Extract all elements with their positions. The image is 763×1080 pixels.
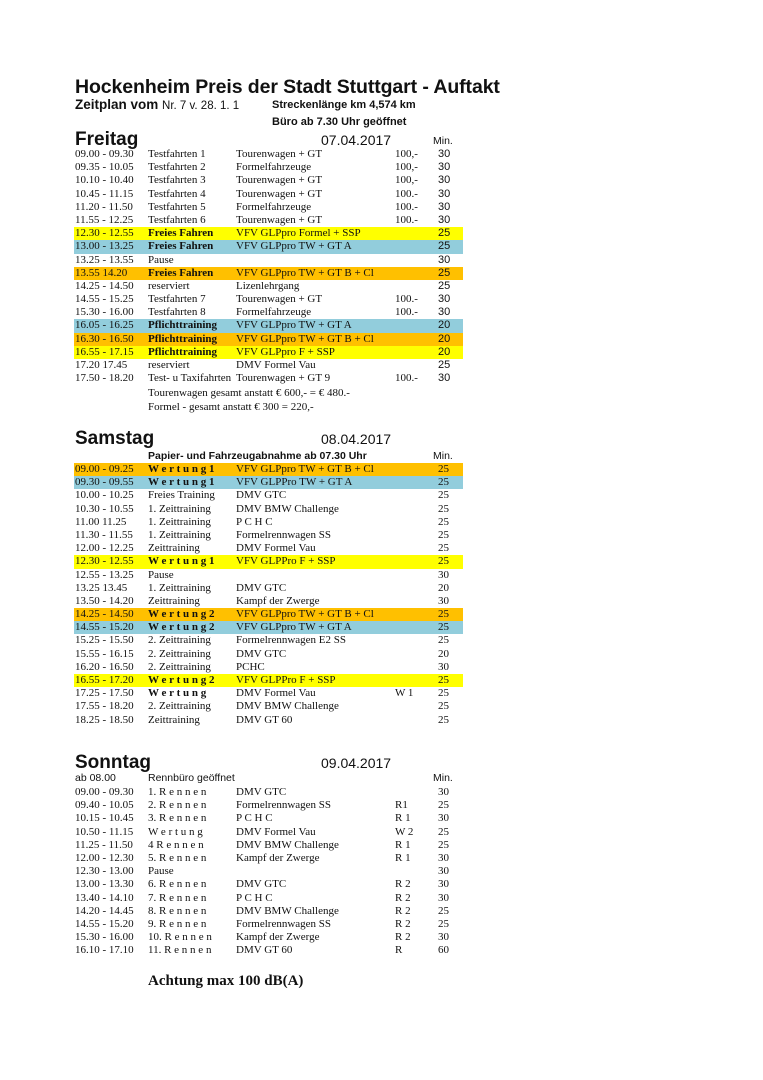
minutes-cell: 25	[438, 502, 449, 515]
class-cell: Tourenwagen + GT	[236, 174, 323, 187]
time-cell: 17.20 17.45	[75, 359, 128, 371]
table-row	[74, 254, 463, 267]
day-date-freitag: 07.04.2017	[321, 132, 392, 148]
time-cell: 16.10 - 17.10	[75, 944, 134, 957]
event-cell: 3. R e n n e n	[148, 812, 207, 825]
class-cell: DMV Formel Vau	[236, 687, 316, 700]
table-row	[74, 892, 463, 905]
price-cell: 100.-	[395, 372, 418, 385]
time-cell: 10.50 - 11.15	[75, 825, 134, 838]
event-cell: reserviert	[148, 279, 190, 292]
zeitplan-number: Nr. 7 v. 28. 1. 1	[162, 100, 240, 112]
table-row	[74, 799, 463, 812]
event-cell: Testfahrten 2	[148, 161, 206, 174]
table-row	[74, 489, 463, 502]
table-row	[74, 621, 463, 634]
time-cell: 11.00 11.25	[75, 515, 127, 528]
run-cell: R 1	[395, 851, 411, 864]
schedule-table-sonntag	[74, 786, 463, 957]
time-cell: 12.30 - 13.00	[75, 865, 134, 878]
time-cell: 11.55 - 12.25	[75, 213, 134, 226]
minutes-cell: 25	[438, 555, 449, 568]
class-cell: Formelrennwagen SS	[236, 917, 332, 930]
event-cell: Freies Fahren	[148, 266, 214, 279]
table-row	[74, 542, 463, 555]
minutes-cell: 30	[438, 306, 451, 319]
event-cell: Testfahrten 8	[148, 306, 206, 319]
time-cell: 11.30 - 11.55	[75, 528, 133, 541]
time-cell: 14.25 - 14.50	[75, 279, 134, 292]
table-row	[74, 852, 463, 865]
table-row	[74, 905, 463, 918]
minutes-cell: 25	[438, 279, 451, 292]
schedule-table-samstag	[74, 463, 463, 727]
event-cell: W e r t u n g	[148, 687, 207, 700]
event-cell: Testfahrten 7	[148, 293, 206, 306]
class-cell: Formelfahrzeuge	[236, 306, 312, 319]
minutes-cell: 30	[438, 865, 449, 878]
price-note-formel: Formel - gesamt anstatt € 300 = 220,-	[148, 401, 314, 413]
class-cell: Kampf der Zwerge	[236, 851, 320, 864]
day-name-freitag: Freitag	[75, 129, 139, 150]
class-cell: Tourenwagen + GT	[236, 293, 323, 306]
time-cell: 16.20 - 16.50	[75, 660, 134, 673]
time-cell: 10.15 - 10.45	[75, 812, 134, 825]
run-cell: R 2	[395, 878, 411, 891]
class-cell: DMV BMW Challenge	[236, 904, 339, 917]
class-cell: VFV GLPpro TW + GT B + Cl	[236, 332, 374, 345]
table-row	[74, 529, 463, 542]
class-cell: P C H C	[236, 812, 273, 825]
minutes-cell: 25	[438, 515, 449, 528]
class-cell: DMV Formel Vau	[236, 359, 316, 371]
table-row	[74, 865, 463, 878]
event-cell: 2. Zeittraining	[148, 634, 211, 647]
time-cell: 17.55 - 18.20	[75, 700, 134, 713]
event-cell: 1. Zeittraining	[148, 515, 211, 528]
run-cell: W 2	[395, 825, 414, 838]
class-cell: DMV Formel Vau	[236, 825, 316, 838]
event-cell: 1. Zeittraining	[148, 581, 211, 594]
table-row	[74, 918, 463, 931]
minutes-cell: 25	[438, 463, 449, 475]
class-cell: VFV GLPpro F + SSP	[236, 345, 335, 358]
event-cell: 2. Zeittraining	[148, 660, 211, 673]
event-cell: 4 R e n n e n	[148, 838, 204, 851]
table-row	[74, 174, 463, 187]
table-row	[74, 319, 463, 332]
event-cell: reserviert	[148, 359, 190, 371]
class-cell: DMV GTC	[236, 878, 287, 891]
time-cell: 11.25 - 11.50	[75, 838, 133, 851]
time-cell: 09.00 - 09.30	[75, 786, 134, 798]
event-cell: 2. Zeittraining	[148, 700, 211, 713]
class-cell: Tourenwagen + GT	[236, 187, 323, 200]
minutes-cell: 25	[438, 799, 449, 812]
class-cell: P C H C	[236, 891, 273, 904]
price-cell: 100,-	[395, 161, 418, 174]
run-cell: R 2	[395, 904, 411, 917]
class-cell: DMV GT 60	[236, 944, 293, 957]
table-row	[74, 674, 463, 687]
table-row	[74, 878, 463, 891]
time-cell: 09.40 - 10.05	[75, 799, 134, 812]
time-cell: 17.50 - 18.20	[75, 372, 134, 385]
minutes-cell: 25	[438, 489, 449, 502]
event-cell: Zeittraining	[148, 542, 200, 555]
class-cell: VFV GLPpro TW + GT B + Cl	[236, 463, 374, 475]
minutes-cell: 25	[438, 838, 449, 851]
event-cell: Test- u Taxifahrten	[148, 372, 232, 385]
time-cell: 13.00 - 13.30	[75, 878, 134, 891]
table-row	[74, 188, 463, 201]
table-row	[74, 227, 463, 240]
event-cell: Testfahrten 4	[148, 187, 206, 200]
class-cell: Tourenwagen + GT	[236, 213, 323, 226]
time-cell: 10.00 - 10.25	[75, 489, 134, 502]
minutes-cell: 25	[438, 359, 451, 371]
minutes-cell: 20	[438, 581, 449, 594]
event-cell: 1. R e n n e n	[148, 786, 207, 798]
class-cell: Formelfahrzeuge	[236, 200, 312, 213]
table-row	[74, 516, 463, 529]
class-cell: Kampf der Zwerge	[236, 594, 320, 607]
table-row	[74, 648, 463, 661]
minutes-cell: 30	[438, 891, 449, 904]
table-row	[74, 214, 463, 227]
table-row	[74, 714, 463, 727]
class-cell: DMV BMW Challenge	[236, 502, 339, 515]
time-cell: 16.05 - 16.25	[75, 319, 134, 332]
minutes-cell: 30	[438, 187, 451, 200]
class-cell: VFV GLPpro TW + GT A	[236, 240, 352, 253]
event-cell: W e r t u n g 2	[148, 608, 215, 621]
table-row	[74, 582, 463, 595]
time-cell: 12.00 - 12.25	[75, 542, 134, 555]
time-cell: 14.20 - 14.45	[75, 904, 134, 917]
time-cell: 15.25 - 15.50	[75, 634, 134, 647]
time-cell: 09.35 - 10.05	[75, 161, 134, 174]
class-cell: Formelrennwagen SS	[236, 799, 332, 812]
time-cell: 10.45 - 11.15	[75, 187, 134, 200]
minutes-cell: 25	[438, 608, 449, 621]
table-row	[74, 359, 463, 372]
event-cell: 10. R e n n e n	[148, 931, 212, 944]
run-cell: W 1	[395, 687, 414, 700]
time-cell: 16.30 - 16.50	[75, 332, 134, 345]
table-row	[74, 687, 463, 700]
minutes-cell: 20	[438, 332, 451, 345]
open-time-sonntag: ab 08.00	[75, 772, 116, 784]
table-row	[74, 240, 463, 253]
table-row	[74, 569, 463, 582]
minutes-cell: 25	[438, 266, 451, 279]
event-cell: Zeittraining	[148, 594, 200, 607]
time-cell: 09.00 - 09.25	[75, 463, 134, 475]
event-cell: 6. R e n n e n	[148, 878, 207, 891]
table-row	[74, 293, 463, 306]
time-cell: 13.00 - 13.25	[75, 240, 134, 253]
class-cell: PCHC	[236, 660, 265, 673]
time-cell: 14.25 - 14.50	[75, 608, 134, 621]
time-cell: 15.30 - 16.00	[75, 306, 134, 319]
table-row	[74, 372, 463, 385]
time-cell: 18.25 - 18.50	[75, 713, 134, 726]
event-cell: Testfahrten 6	[148, 213, 206, 226]
minutes-cell: 20	[438, 647, 449, 660]
time-cell: 12.30 - 12.55	[75, 555, 134, 568]
time-cell: 13.25 - 13.55	[75, 253, 134, 266]
day-date-samstag: 08.04.2017	[321, 431, 392, 447]
event-cell: 9. R e n n e n	[148, 917, 207, 930]
table-row	[74, 555, 463, 568]
event-cell: W e r t u n g 2	[148, 621, 215, 634]
event-cell: Testfahrten 3	[148, 174, 206, 187]
class-cell: DMV GTC	[236, 581, 287, 594]
class-cell: Tourenwagen + GT 9	[236, 372, 331, 385]
event-cell: W e r t u n g 1	[148, 555, 215, 568]
class-cell: VFV GLPpro TW + GT B + Cl	[236, 608, 374, 621]
price-cell: 100,-	[395, 148, 418, 160]
table-row	[74, 346, 463, 359]
time-cell: 17.25 - 17.50	[75, 687, 134, 700]
min-header-sonntag: Min.	[433, 772, 453, 784]
noise-warning: Achtung max 100 dB(A)	[148, 973, 304, 989]
table-row	[74, 944, 463, 957]
table-row	[74, 608, 463, 621]
open-label-sonntag: Rennbüro geöffnet	[148, 772, 235, 784]
price-cell: 100.-	[395, 200, 418, 213]
minutes-cell: 20	[438, 319, 451, 332]
event-cell: 2. Zeittraining	[148, 647, 211, 660]
class-cell: DMV GT 60	[236, 713, 293, 726]
time-cell: 12.55 - 13.25	[75, 568, 134, 581]
minutes-cell: 25	[438, 917, 449, 930]
table-row	[74, 931, 463, 944]
event-cell: Pflichttraining	[148, 319, 218, 332]
minutes-cell: 25	[438, 528, 449, 541]
class-cell: Formelrennwagen SS	[236, 528, 332, 541]
event-cell: Zeittraining	[148, 713, 200, 726]
class-cell: VFV GLPPro TW + GT A	[236, 476, 353, 489]
minutes-cell: 30	[438, 786, 449, 798]
run-cell: R1	[395, 799, 408, 812]
minutes-cell: 25	[438, 700, 449, 713]
minutes-cell: 25	[438, 687, 449, 700]
event-cell: 7. R e n n e n	[148, 891, 207, 904]
zeitplan-label: Zeitplan vom	[75, 97, 159, 112]
price-cell: 100.-	[395, 187, 418, 200]
event-cell: 5. R e n n e n	[148, 851, 207, 864]
minutes-cell: 30	[438, 161, 451, 174]
class-cell: Kampf der Zwerge	[236, 931, 320, 944]
run-cell: R 2	[395, 931, 411, 944]
event-cell: 2. R e n n e n	[148, 799, 207, 812]
table-row	[74, 826, 463, 839]
time-cell: 12.30 - 12.55	[75, 227, 134, 240]
time-cell: 10.10 - 10.40	[75, 174, 134, 187]
time-cell: 14.55 - 15.20	[75, 917, 134, 930]
table-row	[74, 476, 463, 489]
event-cell: 1. Zeittraining	[148, 528, 211, 541]
event-cell: 1. Zeittraining	[148, 502, 211, 515]
minutes-cell: 20	[438, 345, 451, 358]
table-row	[74, 700, 463, 713]
run-cell: R 2	[395, 891, 411, 904]
minutes-cell: 25	[438, 621, 449, 634]
time-cell: 16.55 - 17.20	[75, 674, 134, 686]
minutes-cell: 30	[438, 594, 449, 607]
event-cell: Pause	[148, 568, 174, 581]
table-row	[74, 161, 463, 174]
class-cell: VFV GLPpro TW + GT B + Cl	[236, 266, 374, 279]
class-cell: Formelfahrzeuge	[236, 161, 312, 174]
class-cell: DMV BMW Challenge	[236, 700, 339, 713]
minutes-cell: 30	[438, 931, 449, 944]
price-cell: 100.-	[395, 293, 418, 306]
minutes-cell: 25	[438, 542, 449, 555]
time-cell: 10.30 - 10.55	[75, 502, 134, 515]
table-row	[74, 148, 463, 161]
minutes-cell: 30	[438, 213, 451, 226]
day-date-sonntag: 09.04.2017	[321, 755, 392, 771]
class-cell: VFV GLPPro F + SSP	[236, 555, 336, 568]
minutes-cell: 30	[438, 660, 449, 673]
minutes-cell: 30	[438, 372, 451, 385]
class-cell: Lizenlehrgang	[236, 279, 300, 292]
event-cell: Pflichttraining	[148, 345, 218, 358]
class-cell: DMV GTC	[236, 489, 287, 502]
table-row	[74, 280, 463, 293]
class-cell: DMV BMW Challenge	[236, 838, 339, 851]
day-name-samstag: Samstag	[75, 428, 155, 449]
class-cell: DMV Formel Vau	[236, 542, 316, 555]
minutes-cell: 25	[438, 240, 451, 253]
day-name-sonntag: Sonntag	[75, 752, 151, 773]
event-cell: Pflichttraining	[148, 332, 218, 345]
minutes-cell: 30	[438, 851, 449, 864]
minutes-cell: 30	[438, 148, 451, 160]
time-cell: 15.30 - 16.00	[75, 931, 134, 944]
event-cell: W e r t u n g 1	[148, 463, 215, 475]
min-header-samstag: Min.	[433, 450, 453, 462]
class-cell: VFV GLPPro F + SSP	[236, 674, 336, 686]
minutes-cell: 25	[438, 227, 451, 240]
class-cell: Tourenwagen + GT	[236, 148, 323, 160]
event-cell: Freies Fahren	[148, 240, 214, 253]
table-row	[74, 503, 463, 516]
price-note-tourenwagen: Tourenwagen gesamt anstatt € 600,- = € 480.-	[148, 387, 350, 399]
minutes-cell: 30	[438, 293, 451, 306]
time-cell: 13.55 14.20	[75, 266, 128, 279]
schedule-table-freitag	[74, 148, 463, 385]
minutes-cell: 25	[438, 674, 449, 686]
time-cell: 16.55 - 17.15	[75, 345, 134, 358]
class-cell: VFV GLPpro TW + GT A	[236, 621, 352, 634]
class-cell: P C H C	[236, 515, 273, 528]
event-cell: Pause	[148, 253, 174, 266]
table-row	[74, 786, 463, 799]
run-cell: R	[395, 944, 403, 957]
table-row	[74, 595, 463, 608]
minutes-cell: 60	[438, 944, 449, 957]
minutes-cell: 30	[438, 878, 449, 891]
time-cell: 13.40 - 14.10	[75, 891, 134, 904]
document-title: Hockenheim Preis der Stadt Stuttgart - Auftakt	[75, 76, 500, 98]
table-row	[74, 201, 463, 214]
class-cell: DMV GTC	[236, 786, 287, 798]
class-cell: VFV GLPpro Formel + SSP	[236, 227, 361, 240]
event-cell: Freies Fahren	[148, 227, 214, 240]
event-cell: W e r t u n g 2	[148, 674, 215, 686]
minutes-cell: 25	[438, 713, 449, 726]
table-row	[74, 463, 463, 476]
event-cell: Pause	[148, 865, 174, 878]
time-cell: 13.25 13.45	[75, 581, 128, 594]
event-cell: W e r t u n g	[148, 825, 203, 838]
time-cell: 12.00 - 12.30	[75, 851, 134, 864]
time-cell: 13.50 - 14.20	[75, 594, 134, 607]
minutes-cell: 30	[438, 812, 449, 825]
event-cell: Freies Training	[148, 489, 215, 502]
minutes-cell: 25	[438, 904, 449, 917]
time-cell: 14.55 - 15.20	[75, 621, 134, 634]
price-cell: 100.-	[395, 306, 418, 319]
minutes-cell: 30	[438, 200, 451, 213]
price-cell: 100.-	[395, 213, 418, 226]
table-row	[74, 839, 463, 852]
table-row	[74, 306, 463, 319]
event-cell: 11. R e n n e n	[148, 944, 212, 957]
class-cell: Formelrennwagen E2 SS	[236, 634, 346, 647]
table-row	[74, 634, 463, 647]
run-cell: R 2	[395, 917, 411, 930]
price-cell: 100,-	[395, 174, 418, 187]
minutes-cell: 30	[438, 174, 451, 187]
table-row	[74, 812, 463, 825]
subheader-samstag: Papier- und Fahrzeugabnahme ab 07.30 Uhr	[148, 450, 367, 462]
table-row	[74, 333, 463, 346]
event-cell: W e r t u n g 1	[148, 476, 215, 489]
time-cell: 15.55 - 16.15	[75, 647, 134, 660]
time-cell: 09.30 - 09.55	[75, 476, 134, 489]
run-cell: R 1	[395, 812, 411, 825]
time-cell: 11.20 - 11.50	[75, 200, 133, 213]
event-cell: Testfahrten 1	[148, 148, 206, 160]
minutes-cell: 25	[438, 634, 449, 647]
minutes-cell: 30	[438, 253, 451, 266]
office-hours: Büro ab 7.30 Uhr geöffnet	[272, 116, 407, 128]
zeitplan-line	[75, 97, 239, 112]
class-cell: DMV GTC	[236, 647, 287, 660]
run-cell: R 1	[395, 838, 411, 851]
track-length: Streckenlänge km 4,574 km	[272, 99, 416, 111]
class-cell: VFV GLPpro TW + GT A	[236, 319, 352, 332]
minutes-cell: 25	[438, 825, 449, 838]
event-cell: 8. R e n n e n	[148, 904, 207, 917]
min-header-freitag: Min.	[433, 135, 453, 147]
time-cell: 14.55 - 15.25	[75, 293, 134, 306]
time-cell: 09.00 - 09.30	[75, 148, 134, 160]
minutes-cell: 25	[438, 476, 449, 489]
table-row	[74, 661, 463, 674]
event-cell: Testfahrten 5	[148, 200, 206, 213]
table-row	[74, 267, 463, 280]
minutes-cell: 30	[438, 568, 449, 581]
